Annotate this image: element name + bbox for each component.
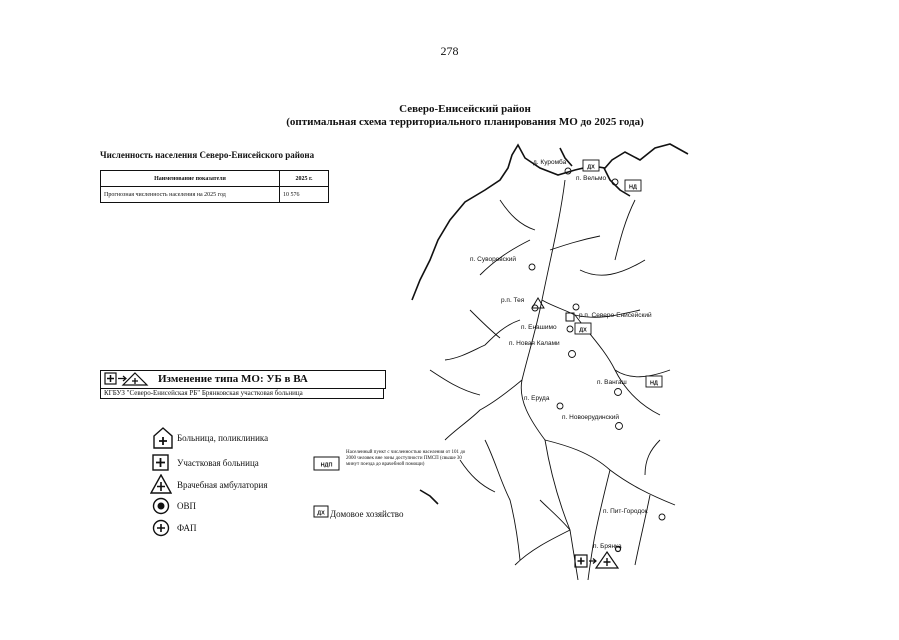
ovp-icon [152,497,170,515]
village-label: п. Енашимо [521,324,557,331]
village-label: р.п. Тея [501,297,525,304]
village-label: п. Суворовский [470,256,517,263]
table-header-cell: 2025 г. [280,171,329,187]
village-labels [470,158,652,550]
village-label: п. Пит-Городок [603,508,648,515]
map-code-dx: ДХ [579,327,587,334]
map-code-nd: НД [629,184,637,191]
legend-label-hospital: Больница, поликлиника [177,433,269,443]
dom-label: Домовое хозяйство [330,509,404,519]
title-line-2: (оптимальная схема территориального планирования МО до 2025 года) [286,116,644,128]
fap-icon [152,519,170,537]
table-row [101,187,329,203]
table-cell: 10 576 [280,187,329,203]
village-label: п. Вангаш [597,379,627,386]
legend-label-ambulatory: Врачебная амбулатория [177,480,268,490]
population-table [100,170,329,203]
change-type-label: Изменение типа МО: УБ в ВА [158,373,308,385]
dom-code: ДХ [317,510,325,517]
legend-label-ovp: ОВП [177,501,197,511]
change-type-icon [104,372,154,386]
legend-label-fap: ФАП [177,523,197,533]
village-label: п. Вельмо [576,175,607,182]
dom-icon [313,505,329,519]
village-label: р.п. Северо-Енисейский [579,312,652,319]
ndp-code: НДП [320,462,333,469]
legend-label-district: Участковая больница [177,458,259,468]
population-title: Численность населения Северо-Енисейского района [100,150,315,160]
district-hospital-icon [152,454,170,472]
hospital-name: КГБУЗ "Северо-Енисейская РБ" Брянковская участковая больница [100,388,384,399]
village-label: п. Еруда [524,395,550,402]
district-map [400,140,690,580]
village-label: п. Новая Калами [509,340,560,347]
ndp-icon [313,456,341,472]
map-code-nd: НД [650,380,658,387]
village-label: д. Куромба [533,159,567,166]
village-label: п. Брянка [593,543,622,550]
page-title [0,103,899,129]
table-cell: Прогнозная численность населения на 2025 год [101,187,280,203]
river-network [430,180,675,580]
table-header-row [101,171,329,187]
village-label: п. Новоерудинский [562,414,619,421]
map-code-dx: ДХ [587,164,595,171]
ndp-description: Населенный пункт с численностью населения от 101 до 2000 человек вне зоны доступности ПМСП (свыше 30 минут поезда до врачебной помощи) [346,450,466,467]
hospital-polyclinic-icon [152,427,174,449]
title-line-1: Северо-Енисейский район [399,103,531,115]
page-number: 278 [440,44,459,58]
medical-ambulatory-icon [150,474,172,494]
table-header-cell: Наименование показателя [101,171,280,187]
